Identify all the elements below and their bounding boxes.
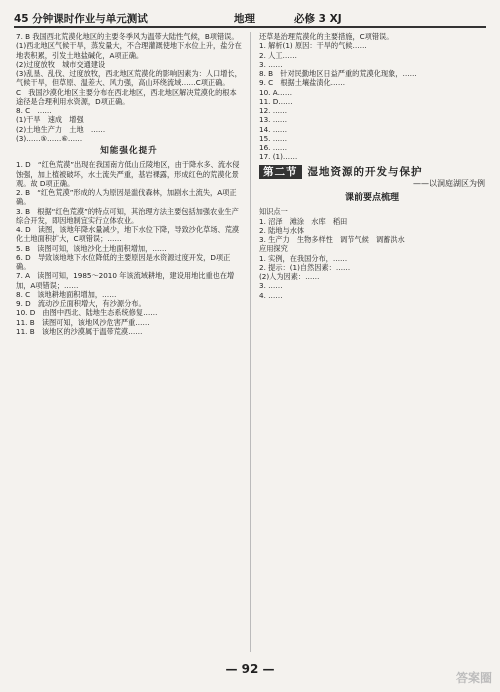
series-title: 45 分钟课时作业与单元测试	[14, 13, 148, 25]
answer-paragraph: 5. B 读图可知，该地沙化土地面积增加，……	[16, 243, 167, 253]
answer-paragraph: 17. (1)……	[259, 152, 298, 162]
review-title: 课前要点梳理	[344, 193, 399, 203]
answer-paragraph: 3. ……	[259, 59, 283, 69]
answer-paragraph: 8. B 针对民勤地区日益严重的荒漠化现象，……	[259, 69, 417, 78]
answer-paragraph: 2. 陆地与水体	[259, 225, 305, 235]
answer-paragraph: 13. ……	[259, 115, 288, 125]
answer-paragraph: 1. 沼泽 滩涂 水库 稻田	[259, 216, 348, 226]
answer-paragraph: 6. D 导致该地地下水位降低的主要原因是水资源过度开发，D项正确。	[16, 252, 231, 271]
answer-paragraph: (2)土地生产力 土地 ……	[16, 124, 106, 134]
watermark-logo: 答案圈	[455, 671, 492, 685]
answer-paragraph: 1. D “红色荒漠”出现在我国南方低山丘陵地区，由于降水多、流水侵蚀强，加上植被破坏，水土流失严重，基岩裸露，形成红色的荒漠化景观。故 D项正确。	[16, 160, 240, 188]
answer-paragraph: 12. ……	[259, 106, 288, 115]
answer-paragraph: 1. 实例，在我国分布，……	[259, 253, 348, 263]
chapter-number: 第二节	[259, 165, 302, 179]
answer-paragraph: (1)西北地区气候干旱，蒸发量大，不合理灌溉使地下水位上升，盐分在地表积累，引发土地盐碱化，A项正确。	[16, 41, 242, 60]
answer-paragraph: (3)乱垦、乱伐、过度放牧，西北地区荒漠化的影响因素为：人口增长，气候干旱，但草原、温差大、风力强，高山环绕流域……C项正确。	[16, 69, 242, 88]
page-number: — 92 —	[225, 662, 275, 676]
page-header	[14, 6, 486, 28]
answer-paragraph: (2)人为因素：……	[259, 272, 320, 281]
answer-paragraph: 11. D……	[259, 96, 293, 106]
answer-paragraph: C 我国沙漠化地区主要分布在西北地区，西北地区解决荒漠化的根本途径是合理利用水资源，D项正确。	[16, 87, 237, 106]
answer-paragraph: 4. ……	[259, 290, 283, 300]
answer-paragraph: (2)过度放牧 城市交通建设	[16, 59, 106, 69]
answer-paragraph: 2. B “红色荒漠”形成的人为原因是滥伐森林，加剧水土流失，A项正确。	[16, 188, 237, 207]
section-title: 知能强化提升	[100, 146, 158, 156]
answer-paragraph: 还草是治理荒漠化的主要措施，C项错误。	[259, 32, 394, 41]
answer-paragraph: 3. B 根据“红色荒漠”的特点可知，其治理方法主要包括加强农业生产综合开发，即因地制宜实行立体农业。	[16, 206, 239, 225]
answer-paragraph: 4. D 读图，该地年降水量减少，地下水位下降，导致沙化草场、荒漠化土地面积扩大，C项错误；……	[16, 225, 240, 244]
answer-paragraph: 应用探究	[259, 244, 288, 254]
answer-paragraph: 7. A 读图可知，1985～2010 年该流域耕地，建设用地比重也在增加，A项错误；……	[16, 271, 235, 290]
answer-paragraph: 10. D 由图中西北、陆地生态系统修复……	[16, 308, 158, 318]
answer-paragraph: 14. ……	[259, 124, 288, 134]
answer-paragraph: 3. ……	[259, 281, 283, 291]
volume-label: 必修 3 XJ	[294, 13, 342, 25]
subject-label: 地理	[234, 13, 255, 25]
answer-paragraph: 11. B 该地区的沙漠属于温带荒漠……	[16, 326, 143, 336]
answer-paragraph: 1. 解析(1) 原因：干旱的气候……	[259, 41, 367, 51]
answer-paragraph: 知识点一	[259, 207, 288, 217]
answer-paragraph: 16. ……	[259, 143, 288, 152]
chapter-subtitle: ——以洞庭湖区为例	[413, 178, 485, 188]
left-column	[16, 32, 242, 336]
answer-paragraph: 10. A……	[259, 87, 293, 97]
answer-paragraph: (1)干旱 速成 增强	[16, 115, 84, 125]
answer-paragraph: 9. D 流动沙丘面积增大，有沙源分布。	[16, 299, 146, 308]
answer-paragraph: 2. 人工……	[259, 50, 297, 60]
answer-paragraph: 3. 生产力 生物多样性 调节气候 调蓄洪水	[259, 235, 405, 244]
answer-paragraph: 15. ……	[259, 133, 288, 143]
right-column	[259, 32, 485, 300]
column-divider	[250, 32, 251, 652]
answer-paragraph: 2. 提示：(1)自然因素：……	[259, 262, 351, 272]
answer-paragraph: 8. C ……	[16, 106, 52, 115]
answer-paragraph: 8. C 该地耕地面积增加，……	[16, 289, 117, 299]
answer-paragraph: (3)……⑤……⑥……	[16, 133, 83, 143]
answer-paragraph: 9. C 根据土壤盐渍化……	[259, 78, 346, 88]
chapter-heading	[259, 165, 485, 178]
chapter-title: 湿地资源的开发与保护	[307, 165, 423, 178]
answer-paragraph: 11. B 读图可知，该地风沙危害严重……	[16, 317, 150, 327]
answer-paragraph: 7. B 我国西北荒漠化地区的主要冬季风为温带大陆性气候，B项错误。	[16, 32, 239, 41]
